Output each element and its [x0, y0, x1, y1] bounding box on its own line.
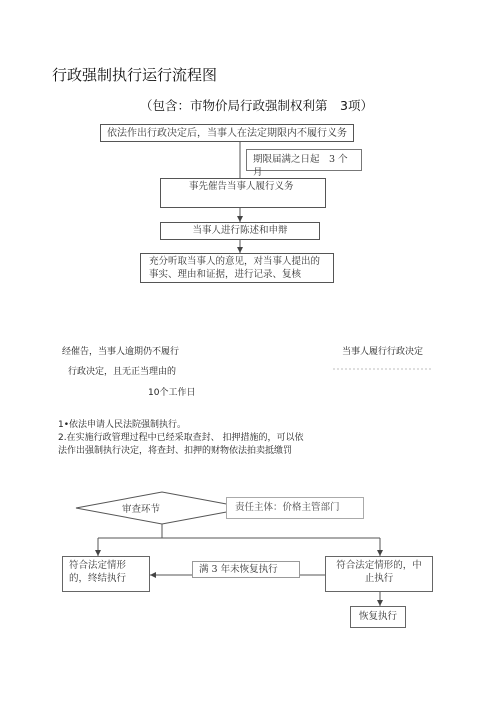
note-line1: 1•依法申请人民法院强制执行。 [58, 420, 187, 430]
box-label: 恢复执行 [359, 611, 398, 622]
box-deadline [246, 149, 362, 178]
branch-right: 当事人履行行政决定 [342, 347, 424, 357]
box-label: 当事人进行陈述和申辩 [192, 225, 288, 236]
box-review-opinions [140, 253, 334, 283]
page-title: 行政强制执行运行流程图 [52, 66, 218, 84]
box-administrative-decision [100, 124, 354, 142]
diamond-label: 审查环节 [122, 504, 161, 515]
box-statement-defense [160, 222, 320, 240]
page-subtitle: （包含：市物价局行政强制权利第 3项） [140, 98, 373, 113]
branch-left-line1: 经催告，当事人逾期仍不履行 [62, 347, 180, 357]
box-responsible-party [226, 497, 364, 519]
box-prior-notice [160, 178, 326, 208]
box-label: 充分听取当事人的意见，对当事人提出的事实、理由和证据，进行记录、复核 [149, 256, 321, 280]
box-label: 事先催告当事人履行义务 [189, 181, 294, 192]
branch-left-line2: 行政决定，且无正当理由的 [68, 367, 177, 377]
review-diamond [76, 492, 248, 524]
branch-days: 10个工作日 [148, 388, 196, 398]
box-label: 符合法定情形的，中止执行 [336, 560, 422, 584]
box-label: 依法作出行政决定后，当事人在法定期限内不履行义务 [107, 128, 347, 139]
box-label: 满 3 年未恢复执行 [199, 564, 278, 575]
box-suspend [325, 556, 433, 592]
box-three-years [192, 561, 300, 578]
box-terminate [62, 556, 150, 592]
box-label: 符合法定情形的，终结执行 [69, 560, 127, 584]
note-line3: 法作出强制执行决定，将查封、扣押的财物依法拍卖抵缴罚 [58, 446, 293, 456]
box-label: 责任主体：价格主管部门 [235, 502, 340, 513]
box-resume [350, 606, 406, 628]
box-label: 期限届满之日起 3 个月 [253, 154, 348, 178]
note-line2: 2.在实施行政管理过程中已经采取查封、 扣押措施的，可以依 [58, 433, 304, 443]
